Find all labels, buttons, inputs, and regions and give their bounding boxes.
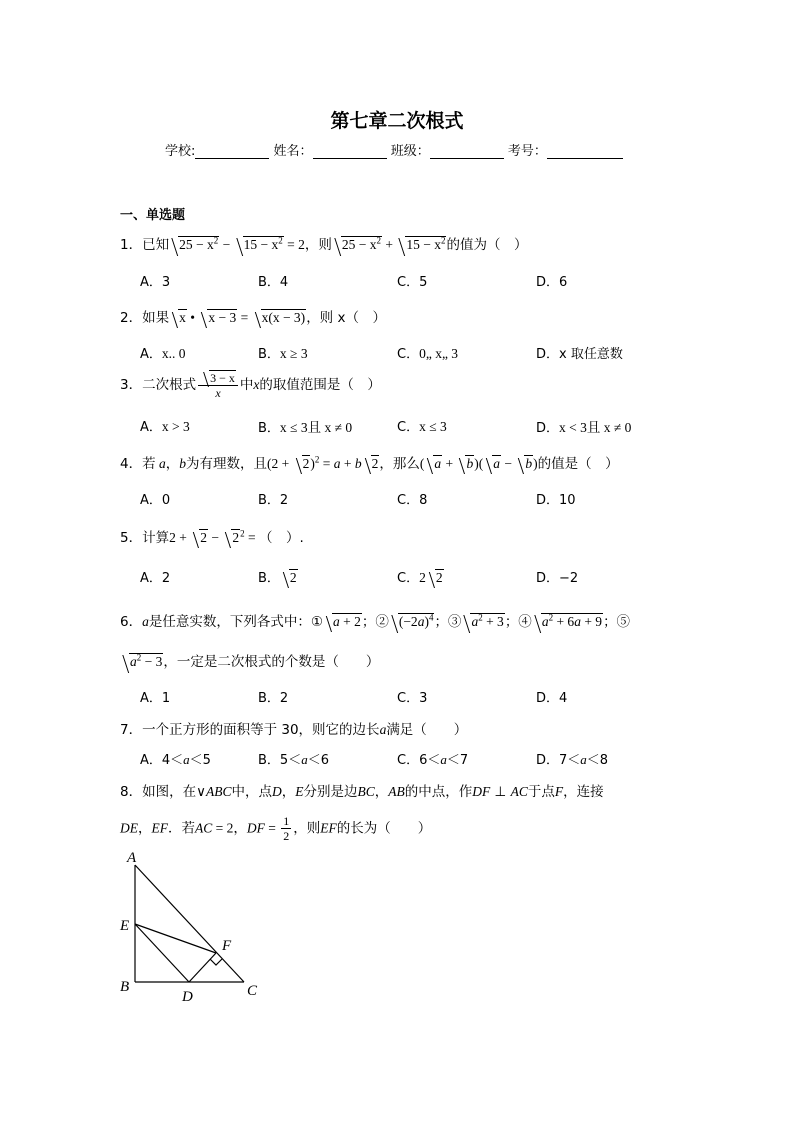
q3-a-label: A．: [140, 420, 162, 435]
q6-option-c[interactable]: C．3: [397, 691, 428, 706]
q3-d-math: x < 3且 x ≠ 0: [559, 420, 632, 435]
q5-stem-b: （ ）.: [258, 530, 304, 546]
q8-fraction: $\frac{1}{2}$: [283, 814, 290, 843]
label-f: F: [222, 938, 232, 954]
q5-option-c[interactable]: C．2 2: [397, 570, 443, 586]
q7-d-label: D．7＜: [536, 753, 581, 768]
q7-a-label: A．4＜: [140, 753, 184, 768]
q8-stem-e: 于点: [527, 784, 555, 800]
question-2: 2．如果 x • x − 3 = x(x − 3)，则 x（ ）: [120, 310, 386, 326]
q3-stem-b: 中: [239, 377, 254, 393]
q3-option-b[interactable]: [258, 416, 352, 436]
question-8: 8．如图，在∨ABC中，点D，E分别是边BC，AB的中点，作DF ⊥ AC于点F，连接: [120, 784, 604, 800]
class-label: 班级：: [390, 144, 430, 159]
q6-stem-c: ，一定是二次根式的个数是（ ）: [163, 654, 380, 670]
segment-ac: [135, 865, 244, 982]
q6-option-b[interactable]: B．2: [258, 691, 289, 706]
q2-b-label: B．: [258, 347, 280, 362]
q1-option-c[interactable]: C．5: [397, 275, 428, 290]
name-label: 姓名：: [273, 144, 313, 159]
q5-option-d[interactable]: D．−2: [536, 571, 579, 586]
q5-stem: 5．计算: [120, 530, 170, 546]
q4-stem-d: 的值是（ ）: [537, 456, 619, 472]
q3-option-a[interactable]: [140, 416, 190, 435]
name-blank[interactable]: [313, 144, 387, 159]
q8-line2-c: 的长为（ ）: [336, 820, 432, 837]
q5-option-b[interactable]: B． 2: [258, 570, 297, 586]
q4-stem: 4．若: [120, 456, 156, 472]
q4-option-d[interactable]: D．10: [536, 493, 576, 508]
q3-d-label: D．: [536, 421, 560, 436]
q1-stem: 1．已知: [120, 237, 170, 253]
q4-stem-b: 为有理数，且: [185, 456, 267, 472]
q2-option-b[interactable]: [258, 343, 308, 362]
q2-c-math: 0„ x„ 3: [419, 346, 459, 361]
q4-option-a[interactable]: A．0: [140, 493, 171, 508]
q8-stem-b: 中，点: [231, 784, 272, 800]
question-6: 6．a是任意实数，下列各式中：① a + 2；② $(-2a)^4$；③ $a^2 + 3$；④ $a^2 + 6a + 9$；⑤: [120, 612, 631, 630]
q2-option-d[interactable]: D．x 取任意数: [536, 347, 623, 362]
student-info-line: [165, 140, 623, 159]
q3-b-label: B．: [258, 421, 280, 436]
q1-stem-b: ，则: [304, 237, 332, 253]
question-1: 1．已知 $25 - x^2 - 15 - x^2 = 2$，则 $25 - x^2 + 15 - x^2$的值为（ ）: [120, 235, 528, 253]
q2-option-a[interactable]: [140, 343, 186, 362]
q7-d-tail: ＜8: [586, 753, 609, 768]
q7-b-tail: ＜6: [307, 753, 329, 768]
q2-b-math: x ≥ 3: [279, 346, 308, 361]
question-5: 5．计算$2 + 2 - 2^2$ = （ ）.: [120, 528, 304, 546]
q7-option-b[interactable]: B．5＜a＜6: [258, 752, 329, 768]
q6-option-a[interactable]: A．1: [140, 691, 171, 706]
label-c: C: [247, 983, 258, 999]
number-blank[interactable]: [547, 144, 623, 159]
q3-option-d[interactable]: [536, 416, 631, 436]
q2-a-label: A．: [140, 347, 162, 362]
q7-stem: 7．一个正方形的面积等于 30，则它的边长: [120, 722, 380, 738]
question-4: 4．若 a，b为有理数，且$(2 + 2)^2 = a + b$ 2，那么( a + b)( a − b)的值是（ ）: [120, 454, 619, 472]
question-7: 7．一个正方形的面积等于 30，则它的边长a满足（ ）: [120, 722, 468, 738]
q7-c-tail: ＜7: [446, 753, 469, 768]
q2-option-c[interactable]: [397, 343, 458, 362]
q4-option-b[interactable]: B．2: [258, 493, 289, 508]
q3-a-math: x > 3: [161, 419, 190, 434]
school-blank[interactable]: [195, 144, 269, 159]
q3-c-label: C．: [397, 420, 420, 435]
q3-c-math: x ≤ 3: [419, 419, 447, 434]
label-d: D: [182, 989, 193, 1005]
question-6-line-2: $a^2 - 3$，一定是二次根式的个数是（ ）: [120, 650, 379, 670]
class-blank[interactable]: [430, 144, 504, 159]
label-a: A: [127, 850, 137, 866]
q8-stem-c: 分别是边: [303, 784, 358, 800]
q1-stem-c: 的值为（ ）: [446, 237, 528, 253]
q5-b-label: B．: [258, 571, 280, 586]
q5-c-label: C．: [397, 571, 420, 586]
school-label: 学校:: [165, 144, 196, 159]
q7-a-tail: ＜5: [189, 753, 211, 768]
q5-option-a[interactable]: A．2: [140, 571, 171, 586]
q2-stem-b: ，则 x（ ）: [306, 310, 386, 326]
q2-stem: 2．如果: [120, 310, 170, 326]
q7-option-c[interactable]: C．6＜a＜7: [397, 752, 469, 768]
q4-stem-c: ，那么: [379, 456, 420, 472]
question-3: 3．二次根式 $\frac{3 - x}{x}$ 中x的取值范围是（ ）: [120, 371, 381, 400]
q2-c-label: C．: [397, 347, 420, 362]
q4-option-c[interactable]: C．8: [397, 493, 428, 508]
q7-option-a[interactable]: A．4＜a＜5: [140, 752, 211, 768]
number-label: 考号：: [507, 144, 547, 159]
q8-line2-b: ，则: [293, 820, 321, 837]
page-title: 第七章二次根式: [330, 110, 464, 132]
q3-fraction: $\frac{3 - x}{x}$: [198, 370, 238, 400]
q1-option-b[interactable]: B．4: [258, 275, 289, 290]
q7-b-label: B．5＜: [258, 753, 302, 768]
q1-option-d[interactable]: D．6: [536, 275, 568, 290]
label-b: B: [120, 979, 130, 995]
right-angle-mark: [210, 959, 222, 965]
q3-stem-c: 的取值范围是（ ）: [259, 377, 381, 393]
label-e: E: [120, 918, 130, 934]
q6-stem-b: 是任意实数，下列各式中：: [148, 614, 311, 630]
q8-stem: 8．如图，在∨: [120, 784, 206, 800]
q6-option-d[interactable]: D．4: [536, 691, 568, 706]
q8-line2-a: ．若: [168, 820, 195, 837]
segment-ed: [135, 924, 189, 982]
q1-option-a[interactable]: A．3: [140, 275, 171, 290]
q3-option-c[interactable]: [397, 416, 447, 435]
q2-a-math: x.. 0: [161, 346, 186, 361]
section-heading: 一、单选题: [120, 208, 186, 223]
segment-df: [189, 953, 216, 982]
question-8-line-2: DE，EF．若AC = 2，DF = $\frac{1}{2}$ ，则EF的长为（ ）: [120, 814, 432, 843]
q3-b-math: x ≤ 3且 x ≠ 0: [279, 420, 353, 435]
q8-stem-d: 的中点，作: [404, 784, 473, 800]
triangle-figure: [110, 845, 270, 1005]
q7-stem-b: 满足（ ）: [386, 722, 468, 738]
q8-stem-f: ，连接: [563, 784, 604, 800]
q7-option-d[interactable]: D．7＜a＜8: [536, 752, 609, 768]
q3-stem: 3．二次根式: [120, 377, 197, 393]
q7-c-label: C．6＜: [397, 753, 441, 768]
q6-stem: 6．: [120, 614, 143, 630]
